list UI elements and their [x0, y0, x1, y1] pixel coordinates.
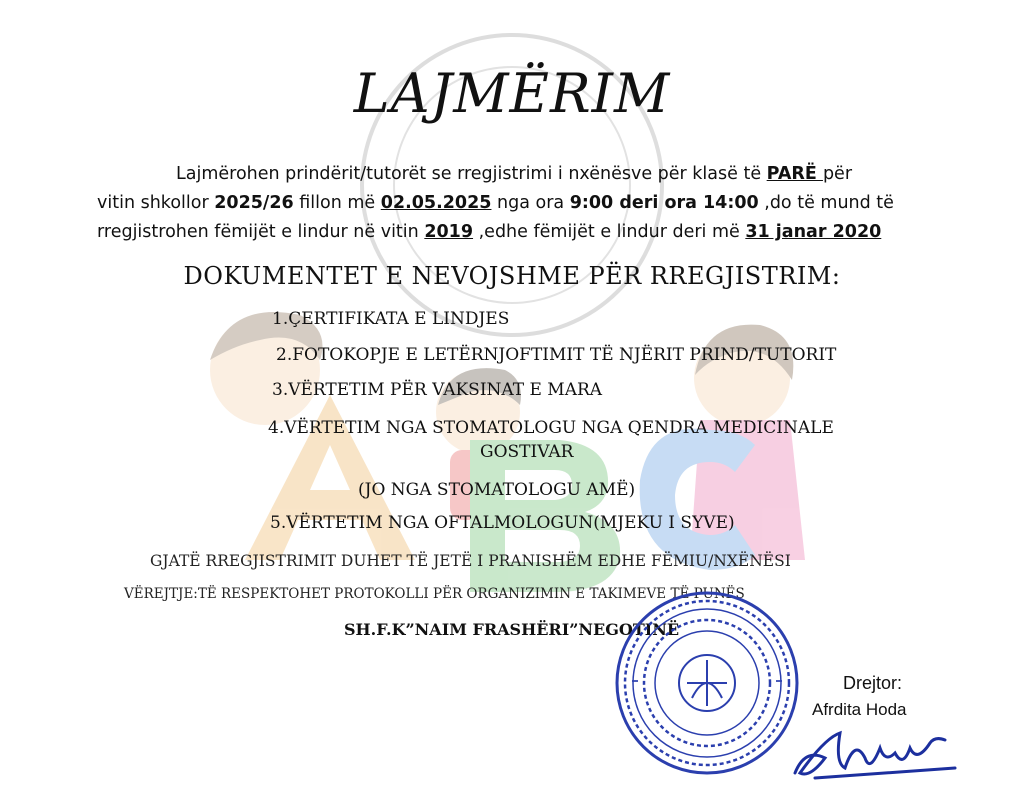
document-item-2: 2.FOTOKOPJE E LETËRNJOFTIMIT TË NJËRIT PRIND/TUTORIT	[276, 345, 837, 365]
handwritten-signature-icon	[785, 718, 965, 788]
signature-name: Afrdita Hoda	[812, 700, 907, 719]
signature-role: Drejtor:	[843, 673, 903, 693]
school-name: SH.F.K”NAIM FRASHËRI”NEGOTINË	[344, 620, 680, 639]
official-stamp-icon	[612, 588, 802, 778]
document-item-5: 5.VËRTETIM NGA OFTALMOLOGUN(MJEKU I SYVE)	[270, 513, 735, 533]
intro-line-1: Lajmërohen prindërit/tutorët se rregjistrimi i nxënësve për klasë të PARË për	[176, 164, 853, 184]
intro-line-3: rregjistrohen fëmijët e lindur në vitin 2019 ,edhe fëmijët e lindur deri më 31 janar 2020	[97, 222, 882, 242]
page-title: LAJMËRIM	[353, 62, 671, 125]
document-item-4: 4.VËRTETIM NGA STOMATOLOGU NGA QENDRA MEDICINALE	[268, 418, 834, 438]
document-item-1: 1.ÇERTIFIKATA E LINDJES	[272, 309, 510, 329]
protocol-remark: VËREJTJE:TË RESPEKTOHET PROTOKOLLI PËR ORGANIZIMIN E TAKIMEVE TË PUNËS	[124, 586, 745, 602]
document-item-4-continued: GOSTIVAR	[480, 442, 574, 462]
intro-line-2: vitin shkollor 2025/26 fillon më 02.05.2025 nga ora 9:00 deri ora 14:00 ,do të mund të	[97, 193, 894, 213]
document-item-3: 3.VËRTETIM PËR VAKSINAT E MARA	[272, 380, 603, 400]
document-item-4-note: (JO NGA STOMATOLOGU AMË)	[358, 480, 636, 500]
documents-heading: DOKUMENTET E NEVOJSHME PËR RREGJISTRIM:	[183, 262, 841, 290]
presence-notice: GJATË RREGJISTRIMIT DUHET TË JETË I PRANISHËM EDHE FËMIU/NXËNËSI	[150, 552, 791, 570]
